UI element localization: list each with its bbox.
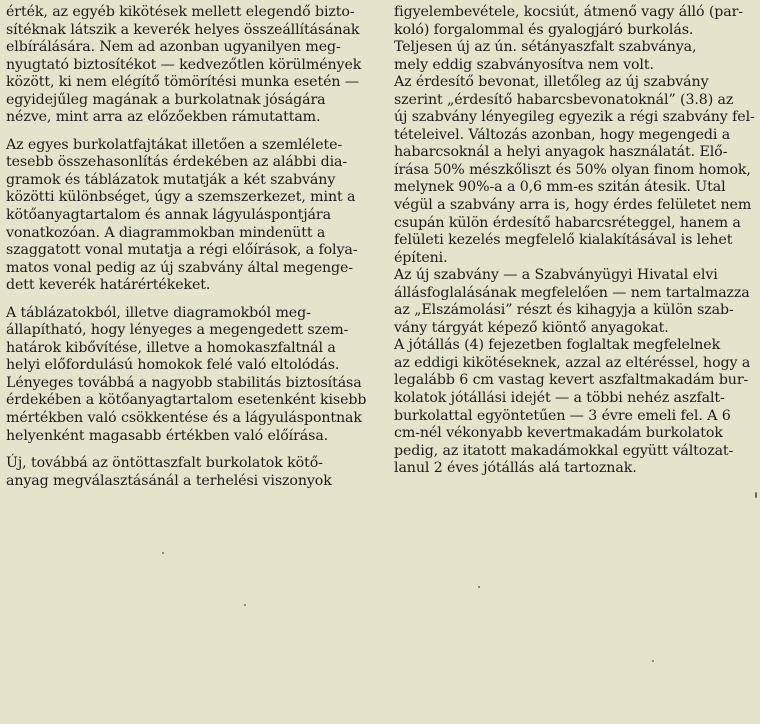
text-line: A jótállás (4) fejezetben foglaltak megfelelnek bbox=[394, 337, 721, 354]
paragraph-gap bbox=[6, 445, 378, 455]
text-line: cm-nél vékonyabb kevertmakadám burkolatok bbox=[394, 425, 723, 442]
text-line: helyenként magasabb értékben való előírása. bbox=[6, 427, 329, 444]
text-line: nézve, mint arra az előzőekben rámutattam. bbox=[6, 109, 321, 126]
text-line: mértékben való csökkentése és a lágyuláspontnak bbox=[6, 410, 362, 427]
text-line: dett keverék határértékeket. bbox=[6, 277, 211, 294]
text-line: közötti különbséget, úgy a szemszerkezet, mint a bbox=[6, 189, 356, 206]
text-line: végül a szabvány arra is, hogy érdes felületet nem bbox=[394, 197, 752, 214]
text-line: habarcsoknál a helyi anyagok használatát. Elő- bbox=[394, 144, 728, 161]
text-line: helyi előfordulású homokok felé való eltolódás. bbox=[6, 357, 340, 374]
right-column bbox=[394, 4, 760, 478]
text-line: állapítható, hogy lényeges a megengedett szem- bbox=[6, 322, 349, 339]
text-line: az eddigi kikötéseknek, azzal az eltéréssel, hogy a bbox=[394, 354, 751, 371]
text-line: tesebb összehasonlítás érdekében az alábbi dia- bbox=[6, 154, 348, 171]
paper-speck bbox=[478, 586, 480, 588]
text-line: Új, továbbá az öntöttaszfalt burkolatok kötő- bbox=[6, 455, 323, 472]
paper-speck bbox=[162, 552, 164, 554]
text-line: Teljesen új az ún. sétányaszfalt szabványa, bbox=[394, 39, 697, 56]
text-line: felületi kezelés megfelelő kialakításával is lehet bbox=[394, 232, 733, 249]
text-line: vonatkozóan. A diagrammokban mindenütt a bbox=[6, 224, 326, 241]
text-line: érték, az egyéb kikötések mellett elegendő bizto- bbox=[6, 4, 355, 20]
text-line: elbírálására. Nem ad azonban ugyanilyen meg- bbox=[6, 39, 341, 56]
text-line: érdekében a kötőanyagtartalom esetenként kisebb bbox=[6, 392, 367, 409]
paper-speck bbox=[755, 492, 757, 498]
paper-speck bbox=[244, 604, 246, 606]
paragraph-gap bbox=[6, 295, 378, 305]
text-line: pedig, az itatott makadámokkal együtt változat- bbox=[394, 442, 734, 459]
paragraph-gap bbox=[6, 127, 378, 137]
text-line: Az érdesítő bevonat, illetőleg az új szabvány bbox=[394, 74, 709, 91]
text-line: matos vonal pedig az új szabvány által megenge- bbox=[6, 259, 353, 276]
paragraph bbox=[6, 455, 378, 490]
text-line: új szabvány lényegileg egyezik a régi szabvány fel- bbox=[394, 109, 755, 126]
text-line: az „Elszámolási” részt és kihagyja a külön szab- bbox=[394, 302, 734, 319]
text-line: mely eddig szabványosítva nem volt. bbox=[394, 56, 654, 73]
text-line: nyugtató biztosítékot — kedvezőtlen körülmények bbox=[6, 56, 362, 73]
text-line: sítéknak látszik a keverék helyes összeállításának bbox=[6, 21, 360, 38]
text-line: figyelembevétele, kocsiút, átmenő vagy álló (par- bbox=[394, 4, 743, 20]
text-line: építeni. bbox=[394, 249, 448, 266]
text-line: Az egyes burkolatfajtákat illetően a szemlélete- bbox=[6, 136, 343, 153]
paragraph bbox=[6, 137, 378, 295]
text-line: között, ki nem elégítő tömörítési munka esetén — bbox=[6, 74, 359, 91]
text-line: legalább 6 cm vastag kevert aszfaltmakadám bur- bbox=[394, 372, 749, 389]
paragraph bbox=[6, 4, 378, 127]
text-line: vány tárgyát képező kiöntő anyagokat. bbox=[394, 319, 669, 336]
paragraph bbox=[6, 305, 378, 445]
text-line: melynek 90%-a a 0,6 mm-es szitán átesik. Utal bbox=[394, 179, 726, 196]
text-line: anyag megválasztásánál a terhelési viszonyok bbox=[6, 472, 332, 489]
text-line: Az új szabvány — a Szabványügyi Hivatal elvi bbox=[394, 267, 718, 284]
text-line: koló) forgalommal és gyalogjáró burkolás. bbox=[394, 21, 694, 38]
text-line: állásfoglalásának megfelelően — nem tartalmazza bbox=[394, 284, 750, 301]
text-line: burkolattal egyöntetűen — 3 évre emeli fel. A 6 bbox=[394, 407, 731, 424]
text-line: szerint „érdesítő habarcsbevonatoknál” (3.8) az bbox=[394, 91, 734, 108]
text-line: tételeivel. Változás azonban, hogy megengedi a bbox=[394, 126, 731, 143]
text-line: egyidejűleg magának a burkolatnak jóságára bbox=[6, 91, 326, 108]
text-line: gramok és táblázatok mutatják a két szabvány bbox=[6, 171, 336, 188]
text-line: kötőanyagtartalom és annak lágyuláspontjára bbox=[6, 207, 331, 224]
paper-speck bbox=[652, 660, 654, 662]
text-line: A táblázatokból, illetve diagramokból meg- bbox=[6, 304, 311, 321]
text-line: szaggatott vonal mutatja a régi előírások, a folya- bbox=[6, 242, 358, 259]
text-line: lanul 2 éves jótállás alá tartoznak. bbox=[394, 460, 637, 477]
text-line: Lényeges továbbá a nagyobb stabilitás biztosítása bbox=[6, 374, 362, 391]
left-column bbox=[6, 4, 378, 490]
paragraph bbox=[394, 4, 760, 478]
text-line: írása 50% mészkőliszt és 50% olyan finom homok, bbox=[394, 161, 751, 178]
text-line: határok kibővítése, illetve a homokaszfaltnál a bbox=[6, 339, 336, 356]
text-line: csupán külön érdesítő habarcsréteggel, hanem a bbox=[394, 214, 741, 231]
text-line: kolatok jótállási idejét — a többi nehéz aszfalt- bbox=[394, 390, 725, 407]
